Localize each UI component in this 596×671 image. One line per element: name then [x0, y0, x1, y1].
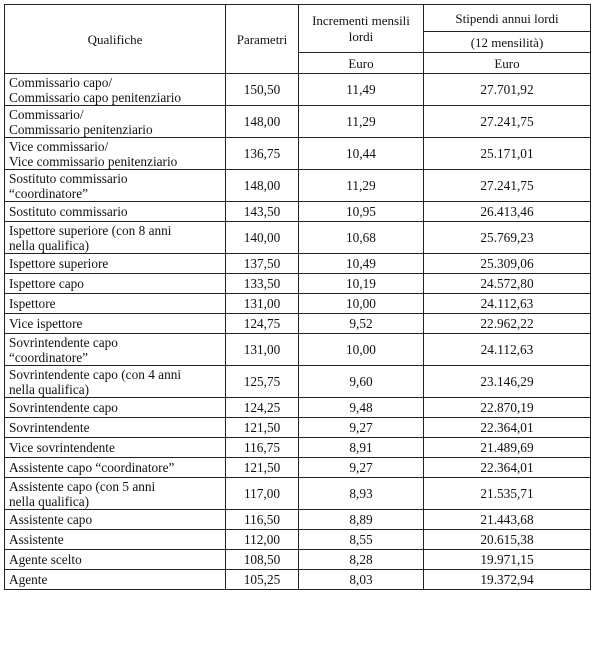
table-row [5, 314, 591, 334]
qualifica-line-1: Sostituto commissario [9, 204, 128, 219]
incremento-cell: 9,48 [299, 398, 424, 418]
qualifica-line-1: Ispettore superiore [9, 256, 109, 271]
table-row [5, 106, 591, 138]
stipendio-cell: 21.489,69 [424, 438, 591, 458]
qualifica-line-2: Commissario penitenziario [9, 121, 153, 137]
stipendio-cell: 21.443,68 [424, 510, 591, 530]
incremento-cell: 9,27 [299, 458, 424, 478]
qualifica-cell [5, 202, 226, 222]
parametro-cell: 136,75 [226, 138, 299, 170]
parametro-cell: 108,50 [226, 550, 299, 570]
table-row [5, 334, 591, 366]
qualifica-cell [5, 510, 226, 530]
table-row [5, 366, 591, 398]
qualifica-line-1: Ispettore capo [9, 276, 84, 291]
qualifica-cell [5, 334, 226, 366]
qualifica-cell [5, 314, 226, 334]
parametro-cell: 124,75 [226, 314, 299, 334]
qualifica-line-1: Assistente capo “coordinatore” [9, 460, 175, 475]
qualifica-cell [5, 366, 226, 398]
table-row [5, 418, 591, 438]
stipendio-cell: 23.146,29 [424, 366, 591, 398]
stipendio-cell: 22.364,01 [424, 418, 591, 438]
stipendio-cell: 25.769,23 [424, 222, 591, 254]
table-row [5, 254, 591, 274]
parametro-cell: 125,75 [226, 366, 299, 398]
qualifica-cell [5, 438, 226, 458]
incremento-cell: 10,49 [299, 254, 424, 274]
parametro-cell: 124,25 [226, 398, 299, 418]
incremento-cell: 8,55 [299, 530, 424, 550]
stipendio-cell: 27.241,75 [424, 106, 591, 138]
qualifica-cell [5, 418, 226, 438]
table-row [5, 202, 591, 222]
qualifica-line-1: Agente scelto [9, 552, 82, 567]
qualifica-line-1: Sovrintendente capo [9, 334, 118, 350]
qualifica-line-1: Commissario/ [9, 106, 84, 122]
table-row [5, 138, 591, 170]
incremento-cell: 8,89 [299, 510, 424, 530]
parametro-cell: 131,00 [226, 294, 299, 314]
qualifica-cell [5, 294, 226, 314]
parametro-cell: 143,50 [226, 202, 299, 222]
qualifica-line-1: Vice commissario/ [9, 138, 109, 154]
stipendio-cell: 25.309,06 [424, 254, 591, 274]
qualifica-line-1: Sostituto commissario [9, 170, 128, 186]
parametro-cell: 105,25 [226, 570, 299, 590]
qualifica-line-1: Ispettore superiore (con 8 anni [9, 222, 172, 238]
parametro-cell: 150,50 [226, 74, 299, 106]
incremento-cell: 9,60 [299, 366, 424, 398]
header-stipendi: Stipendi annui lordi [424, 5, 591, 32]
table-row [5, 74, 591, 106]
incremento-cell: 10,00 [299, 334, 424, 366]
parametro-cell: 148,00 [226, 170, 299, 202]
table-row [5, 170, 591, 202]
stipendio-cell: 24.112,63 [424, 294, 591, 314]
incremento-cell: 8,91 [299, 438, 424, 458]
qualifica-line-1: Assistente [9, 532, 64, 547]
incremento-cell: 8,03 [299, 570, 424, 590]
incremento-cell: 8,28 [299, 550, 424, 570]
parametro-cell: 131,00 [226, 334, 299, 366]
stipendio-cell: 26.413,46 [424, 202, 591, 222]
qualifica-cell [5, 570, 226, 590]
parametro-cell: 116,50 [226, 510, 299, 530]
table-row [5, 438, 591, 458]
table-row [5, 550, 591, 570]
table-row [5, 274, 591, 294]
qualifica-line-1: Ispettore [9, 296, 56, 311]
stipendio-cell: 25.171,01 [424, 138, 591, 170]
parametro-cell: 133,50 [226, 274, 299, 294]
qualifica-cell [5, 458, 226, 478]
stipendio-cell: 22.870,19 [424, 398, 591, 418]
qualifica-line-1: Assistente capo [9, 512, 93, 527]
qualifica-cell [5, 530, 226, 550]
qualifica-line-2: Vice commissario penitenziario [9, 153, 178, 169]
salary-table [4, 4, 591, 590]
qualifica-line-2: nella qualifica) [9, 381, 90, 397]
qualifica-line-1: Sovrintendente capo [9, 400, 118, 415]
stipendio-cell: 22.364,01 [424, 458, 591, 478]
incremento-cell: 10,19 [299, 274, 424, 294]
qualifica-line-1: Vice sovrintendente [9, 440, 115, 455]
qualifica-line-2: “coordinatore” [9, 349, 88, 365]
qualifica-cell [5, 138, 226, 170]
header-euro-incrementi: Euro [299, 53, 424, 74]
stipendio-cell: 24.112,63 [424, 334, 591, 366]
stipendio-cell: 27.241,75 [424, 170, 591, 202]
stipendio-cell: 20.615,38 [424, 530, 591, 550]
qualifica-cell [5, 254, 226, 274]
qualifica-cell [5, 106, 226, 138]
qualifica-line-2: Commissario capo penitenziario [9, 89, 182, 105]
incremento-cell: 9,52 [299, 314, 424, 334]
stipendio-cell: 19.372,94 [424, 570, 591, 590]
header-qualifiche: Qualifiche [5, 5, 226, 74]
stipendio-cell: 24.572,80 [424, 274, 591, 294]
incremento-cell: 10,00 [299, 294, 424, 314]
table-row [5, 458, 591, 478]
table-row [5, 510, 591, 530]
qualifica-cell [5, 222, 226, 254]
qualifica-line-1: Commissario capo/ [9, 74, 113, 90]
qualifica-line-1: Sovrintendente [9, 420, 90, 435]
qualifica-line-1: Assistente capo (con 5 anni [9, 478, 156, 494]
table-row [5, 398, 591, 418]
stipendio-cell: 22.962,22 [424, 314, 591, 334]
qualifica-cell [5, 478, 226, 510]
stipendio-cell: 27.701,92 [424, 74, 591, 106]
parametro-cell: 117,00 [226, 478, 299, 510]
table-row [5, 222, 591, 254]
stipendio-cell: 19.971,15 [424, 550, 591, 570]
incremento-cell: 10,95 [299, 202, 424, 222]
incremento-cell: 9,27 [299, 418, 424, 438]
qualifica-cell [5, 398, 226, 418]
stipendio-cell: 21.535,71 [424, 478, 591, 510]
parametro-cell: 121,50 [226, 418, 299, 438]
qualifica-line-1: Vice ispettore [9, 316, 83, 331]
parametro-cell: 112,00 [226, 530, 299, 550]
qualifica-line-2: “coordinatore” [9, 185, 88, 201]
qualifica-line-1: Agente [9, 572, 48, 587]
incremento-cell: 11,49 [299, 74, 424, 106]
table-row [5, 530, 591, 550]
qualifica-cell [5, 550, 226, 570]
qualifica-line-2: nella qualifica) [9, 237, 90, 253]
header-parametri: Parametri [226, 5, 299, 74]
parametro-cell: 116,75 [226, 438, 299, 458]
qualifica-line-1: Sovrintendente capo (con 4 anni [9, 366, 182, 382]
table-row [5, 570, 591, 590]
parametro-cell: 121,50 [226, 458, 299, 478]
incremento-cell: 10,68 [299, 222, 424, 254]
qualifica-cell [5, 170, 226, 202]
incremento-cell: 11,29 [299, 106, 424, 138]
qualifica-line-2: nella qualifica) [9, 493, 90, 509]
qualifica-cell [5, 274, 226, 294]
incremento-cell: 8,93 [299, 478, 424, 510]
header-incrementi: Incrementi mensili lordi [299, 5, 424, 53]
header-mensilita: (12 mensilità) [424, 32, 591, 53]
parametro-cell: 140,00 [226, 222, 299, 254]
parametro-cell: 148,00 [226, 106, 299, 138]
table-row [5, 294, 591, 314]
table-row [5, 478, 591, 510]
qualifica-cell [5, 74, 226, 106]
header-euro-stipendi: Euro [424, 53, 591, 74]
incremento-cell: 11,29 [299, 170, 424, 202]
incremento-cell: 10,44 [299, 138, 424, 170]
parametro-cell: 137,50 [226, 254, 299, 274]
